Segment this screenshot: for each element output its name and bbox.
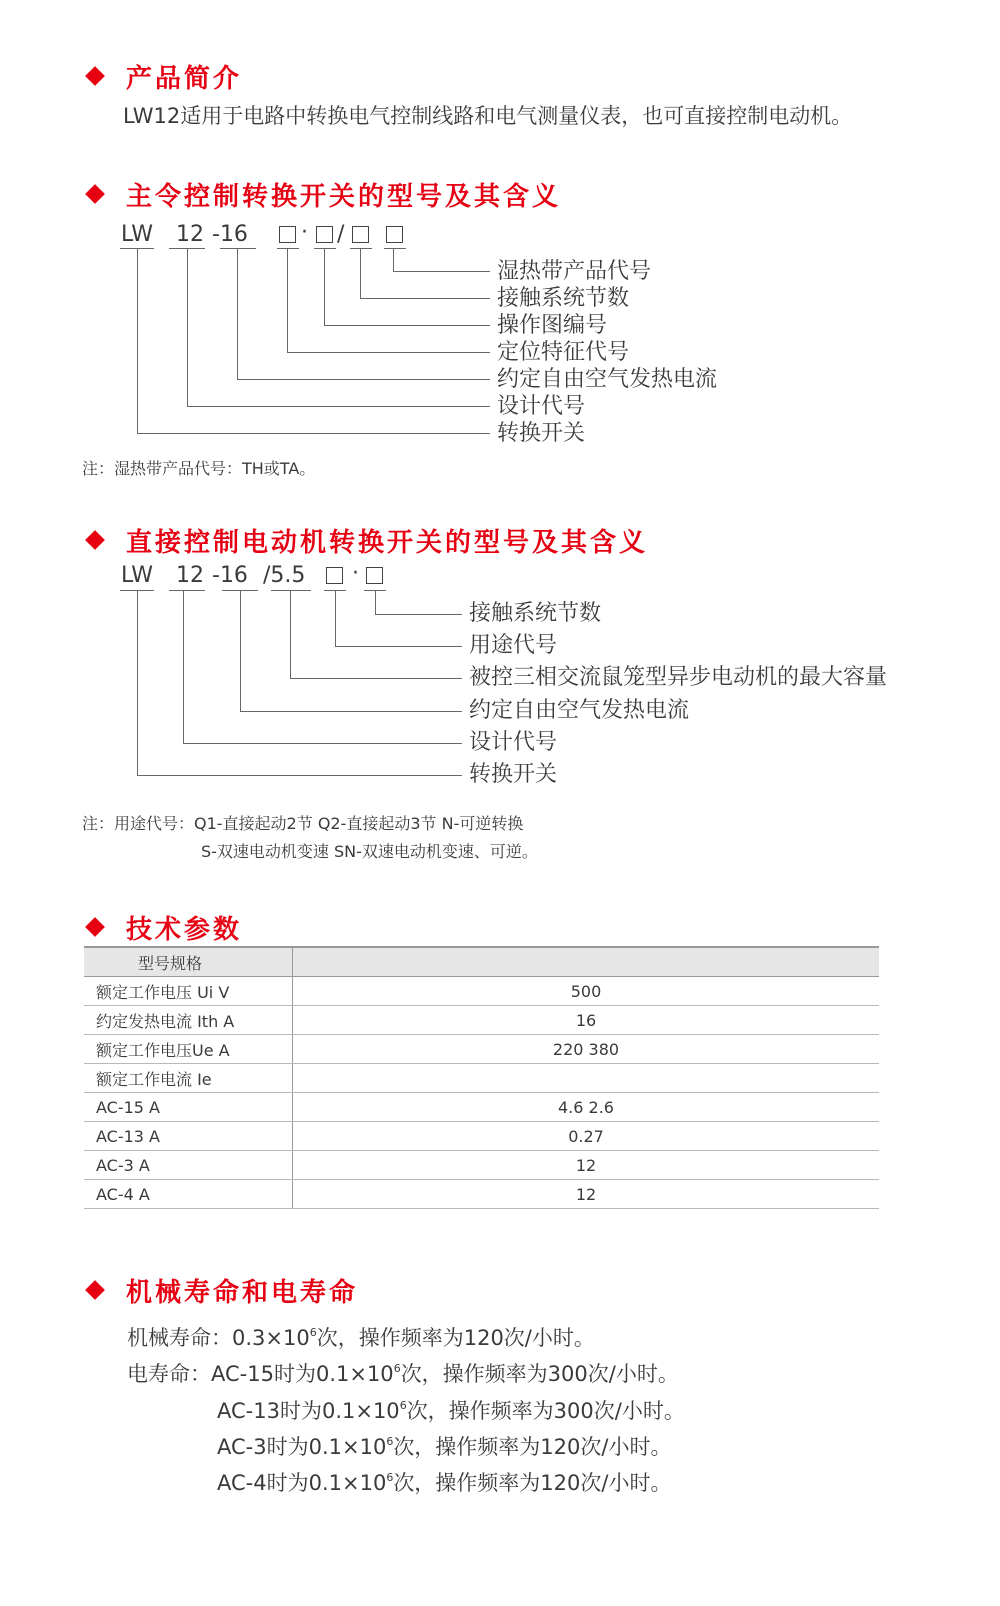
intro-text: LW12适用于电路中转换电气控制线路和电气测量仪表，也可直接控制电动机。 [123, 104, 853, 128]
code-12: 12 [176, 222, 204, 247]
diagram-label: 转换开关 [497, 421, 586, 446]
life-line: AC-13时为$0.1\times 10^6$次，操作频率为300次/小时。 [217, 1399, 685, 1423]
row-value: 220 380 [293, 1035, 880, 1064]
table-header-row [84, 947, 879, 977]
section-heading-intro [84, 58, 242, 94]
row-label: 约定发热电流 Ith A [84, 1006, 293, 1035]
diagram-label: 湿热带产品代号 [497, 259, 652, 284]
life-line: AC-3时为$0.1\times 10^6$次，操作频率为120次/小时。 [217, 1435, 672, 1459]
table-row [84, 977, 879, 1006]
placeholder-box [386, 226, 403, 243]
section-heading-master [84, 176, 561, 212]
placeholder-box [279, 226, 296, 243]
section-title: 技术参数 [126, 914, 243, 945]
diamond-bullet-icon [85, 530, 105, 550]
life-line: 电寿命：AC-15时为$0.1\times 10^6$次，操作频率为300次/小时。 [127, 1362, 679, 1386]
code-12: 12 [176, 563, 204, 588]
note-direct-line1: 注：用途代号：Q1-直接起动2节 Q2-直接起动3节 N-可逆转换 [82, 814, 524, 833]
row-value: 4.6 2.6 [293, 1093, 880, 1122]
diagram-label: 转换开关 [469, 762, 558, 787]
section-title: 产品简介 [126, 63, 243, 94]
diagram-label: 用途代号 [469, 633, 558, 658]
row-value: 12 [293, 1180, 880, 1209]
row-value [293, 1064, 880, 1093]
section-title: 机械寿命和电寿命 [126, 1277, 359, 1308]
row-label: 额定工作电压Ue A [84, 1035, 293, 1064]
table-row [84, 1093, 879, 1122]
diagram-label: 约定自由空气发热电流 [497, 367, 718, 392]
diamond-bullet-icon [85, 66, 105, 86]
diamond-bullet-icon [85, 1280, 105, 1300]
diamond-bullet-icon [85, 917, 105, 937]
diagram-label: 约定自由空气发热电流 [469, 698, 690, 723]
table-row [84, 1151, 879, 1180]
table-row [84, 1122, 879, 1151]
code-lw: LW [121, 563, 153, 588]
row-label: AC-3 A [84, 1151, 293, 1180]
diagram-label: 接触系统节数 [497, 286, 630, 311]
code-16: -16 [212, 222, 248, 247]
diagram-label: 设计代号 [469, 730, 558, 755]
section-heading-life [84, 1272, 358, 1308]
table-row [84, 1180, 879, 1209]
placeholder-box [352, 226, 369, 243]
table-row [84, 1064, 879, 1093]
row-value: 0.27 [293, 1122, 880, 1151]
note-direct-line2: S-双速电动机变速 SN-双速电动机变速、可逆。 [201, 842, 538, 861]
diagram-label: 操作图编号 [497, 313, 608, 338]
row-value: 12 [293, 1151, 880, 1180]
code-16: -16 [212, 563, 248, 588]
section-title: 主令控制转换开关的型号及其含义 [126, 181, 562, 212]
row-label: AC-4 A [84, 1180, 293, 1209]
code-slash: / [337, 222, 345, 247]
note-master: 注：湿热带产品代号：TH或TA。 [82, 459, 316, 478]
section-title: 直接控制电动机转换开关的型号及其含义 [126, 527, 649, 558]
spec-table [84, 946, 879, 1209]
diagram-label: 设计代号 [497, 394, 586, 419]
table-row [84, 1006, 879, 1035]
row-label: 额定工作电压 Ui V [84, 977, 293, 1006]
code-dot: · [301, 220, 308, 245]
code-55: /5.5 [263, 563, 306, 588]
life-line: 机械寿命：$0.3\times 10^6$次，操作频率为120次/小时。 [127, 1326, 595, 1350]
placeholder-box [326, 567, 343, 584]
code-dot: · [352, 561, 359, 586]
code-lw: LW [121, 222, 153, 247]
diagram-label: 接触系统节数 [469, 601, 602, 626]
row-value: 500 [293, 977, 880, 1006]
row-label: AC-13 A [84, 1122, 293, 1151]
table-header-cell [293, 947, 880, 977]
row-value: 16 [293, 1006, 880, 1035]
row-label: AC-15 A [84, 1093, 293, 1122]
diamond-bullet-icon [85, 184, 105, 204]
placeholder-box [316, 226, 333, 243]
placeholder-box [366, 567, 383, 584]
life-line: AC-4时为$0.1\times 10^6$次，操作频率为120次/小时。 [217, 1471, 672, 1495]
diagram-label: 定位特征代号 [497, 340, 630, 365]
section-heading-direct [84, 522, 648, 558]
table-row [84, 1035, 879, 1064]
diagram-label: 被控三相交流鼠笼型异步电动机的最大容量 [469, 665, 888, 690]
section-heading-tech [84, 909, 242, 945]
table-header-cell: 型号规格 [84, 947, 293, 977]
row-label: 额定工作电流 Ie [84, 1064, 293, 1093]
